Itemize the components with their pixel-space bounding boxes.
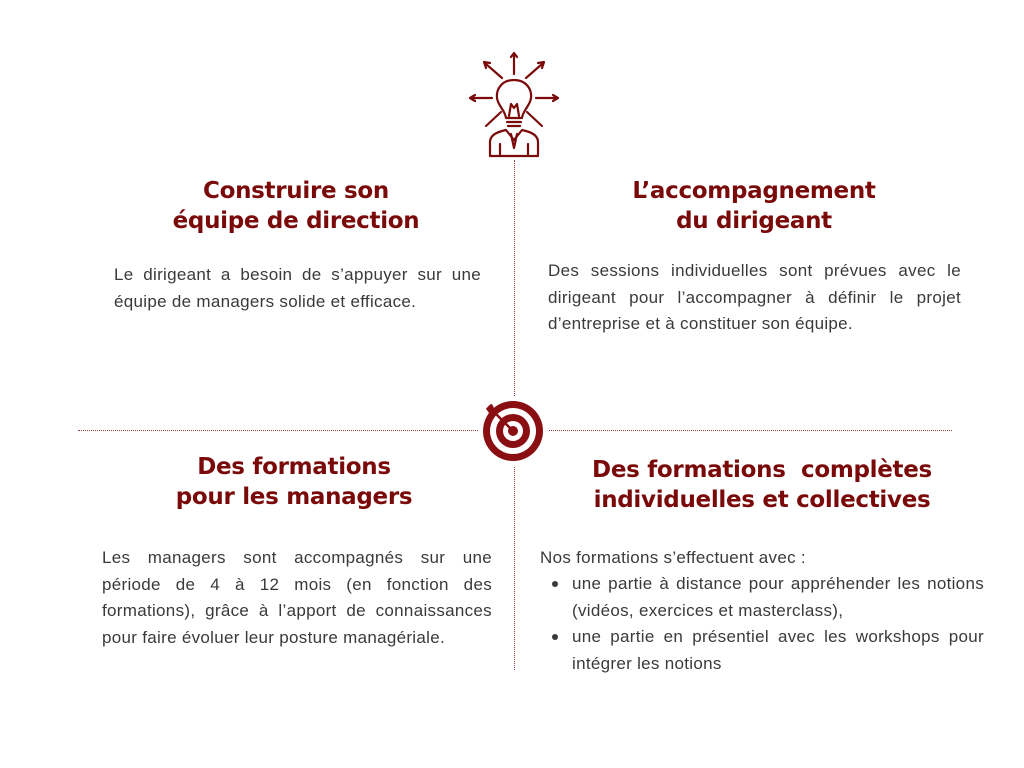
title-accompagnement-dirigeant [588, 176, 920, 236]
lightbulb-person-icon [464, 48, 564, 160]
list-item: une partie à distance pour appréhender les notions (vidéos, exercices et masterclass), [540, 571, 984, 624]
title-line: du dirigeant [676, 208, 832, 234]
title-line: pour les managers [175, 484, 413, 510]
title-line: individuelles et collectives [593, 487, 931, 513]
list-item: une partie en présentiel avec les workshops pour intégrer les notions [540, 624, 984, 677]
formations-bullet-list [540, 571, 984, 677]
title-formations-managers [128, 452, 460, 512]
target-icon [478, 396, 548, 466]
title-construire-equipe [130, 176, 462, 236]
body-formations-intro: Nos formations s’effectuent avec : [540, 548, 806, 567]
body-accompagnement-dirigeant: Des sessions individuelles sont prévues avec le dirigeant pour l’accompagner à définir le projet d’entreprise et à constituer son équipe. [548, 261, 961, 333]
title-line: Des formations [197, 454, 391, 480]
title-formations-completes [560, 455, 964, 515]
title-line: L’accompagnement [632, 178, 876, 204]
body-formations-managers: Les managers sont accompagnés sur une période de 4 à 12 mois (en fonction des formations), grâce à l’apport de connaissances pour faire évoluer leur posture managériale. [102, 548, 492, 647]
title-line: Construire son [203, 178, 389, 204]
title-line: équipe de direction [172, 208, 420, 234]
title-line: Des formations complètes [592, 457, 932, 483]
body-construire-equipe: Le dirigeant a besoin de s’appuyer sur une équipe de managers solide et efficace. [114, 265, 481, 311]
